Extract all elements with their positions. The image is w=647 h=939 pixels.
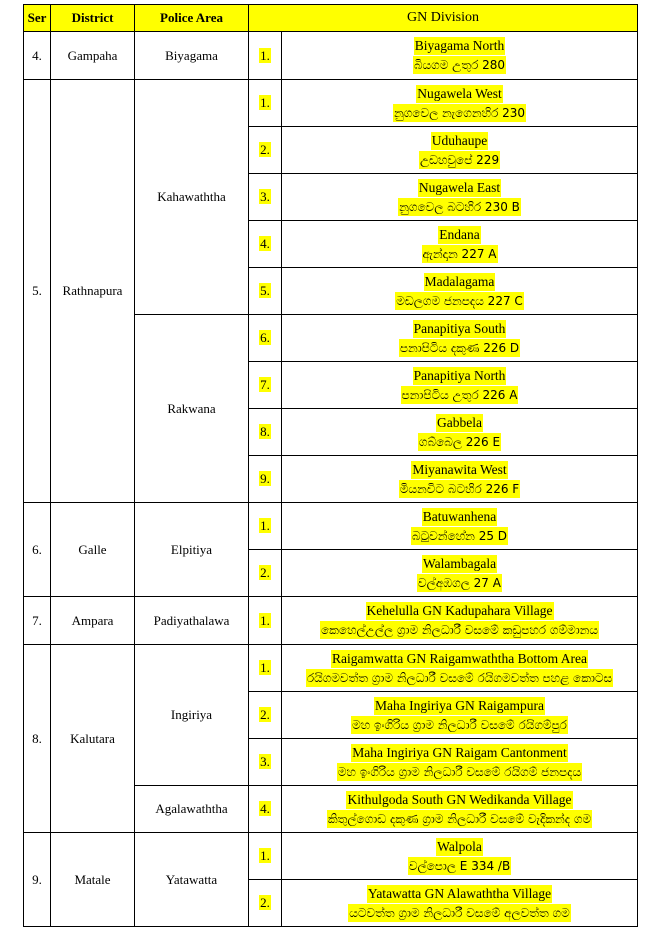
district-cell: Ampara <box>51 597 135 645</box>
gn-division-sinhala: මියනවිට බටහිර 226 F <box>399 481 520 496</box>
division-number: 3. <box>260 189 270 204</box>
division-number-cell <box>249 362 282 409</box>
gn-division-cell <box>282 880 638 927</box>
gn-division-sinhala: නුගවෙල නැගෙනහිර 230 <box>393 105 526 120</box>
gn-division-cell <box>282 127 638 174</box>
division-number: 1. <box>260 95 270 110</box>
table-row <box>24 80 638 127</box>
gn-division-sinhala: යටවත්ත ග්‍රාම නිලධාරී වසමේ අලවත්ත ගම <box>349 905 570 920</box>
header-ser: Ser <box>24 5 51 32</box>
gn-division-sinhala: කිතුල්ගොඩ දකුණ ග්‍රාම නිලධාරී වසමේ වැදිකන්ද ගම <box>327 811 592 826</box>
division-number: 1. <box>260 518 270 533</box>
gn-division-cell <box>282 692 638 739</box>
division-number: 1. <box>260 848 270 863</box>
gn-division-english: Panapitiya North <box>413 367 506 383</box>
district-cell: Kalutara <box>51 645 135 833</box>
division-number: 5. <box>260 283 270 298</box>
police-area-cell: Elpitiya <box>135 503 249 597</box>
police-area-cell: Kahawaththa <box>135 80 249 315</box>
division-number: 4. <box>260 801 270 816</box>
district-cell: Gampaha <box>51 32 135 80</box>
gn-division-sinhala: මඩලගම ජනපදය 227 C <box>396 293 523 308</box>
header-gn-division: GN Division <box>249 5 638 32</box>
gn-division-english: Maha Ingiriya GN Raigam Cantonment <box>352 744 567 760</box>
gn-division-cell <box>282 315 638 362</box>
gn-division-english: Gabbela <box>437 414 482 430</box>
gn-division-english: Nugawela East <box>418 179 501 195</box>
table-row <box>24 645 638 692</box>
division-number-cell <box>249 503 282 550</box>
division-number-cell <box>249 268 282 315</box>
division-number: 2. <box>260 895 270 910</box>
gn-division-sinhala: මහ ඉංගිරිය ග්‍රාම නිලධාරී වසමේ රයිගම්පුර <box>352 717 567 732</box>
gn-division-cell <box>282 503 638 550</box>
table-row <box>24 32 638 80</box>
gn-division-cell <box>282 456 638 503</box>
gn-division-table <box>23 4 638 927</box>
division-number-cell <box>249 456 282 503</box>
gn-division-sinhala: වල්අඹගල 27 A <box>418 575 501 590</box>
division-number: 9. <box>260 471 270 486</box>
division-number-cell <box>249 221 282 268</box>
division-number: 2. <box>260 707 270 722</box>
gn-division-cell <box>282 268 638 315</box>
gn-division-english: Panapitiya South <box>413 320 506 336</box>
division-number-cell <box>249 692 282 739</box>
district-cell: Galle <box>51 503 135 597</box>
gn-division-english: Biyagama North <box>414 38 505 53</box>
gn-division-sinhala: ඇන්දාන 227 A <box>422 246 497 261</box>
gn-division-english: Uduhaupe <box>431 132 488 148</box>
gn-division-cell <box>282 597 638 645</box>
police-area-cell: Agalawaththa <box>135 786 249 833</box>
table-body <box>24 32 638 927</box>
gn-division-english: Endana <box>439 226 480 242</box>
gn-division-sinhala: පනාපිටිය උතුර 226 A <box>401 387 518 402</box>
table-row <box>24 833 638 880</box>
gn-division-cell <box>282 833 638 880</box>
document-page <box>23 4 638 927</box>
gn-division-cell <box>282 32 638 80</box>
gn-division-cell <box>282 786 638 833</box>
division-number-cell <box>249 174 282 221</box>
table-row <box>24 503 638 550</box>
gn-division-english: Kithulgoda South GN Wedikanda Village <box>347 791 572 807</box>
ser-cell: 6. <box>24 503 51 597</box>
division-number-cell <box>249 80 282 127</box>
district-cell: Rathnapura <box>51 80 135 503</box>
gn-division-cell <box>282 645 638 692</box>
division-number: 1. <box>260 660 270 675</box>
division-number: 8. <box>260 424 270 439</box>
gn-division-english: Maha Ingiriya GN Raigampura <box>374 697 545 713</box>
gn-division-sinhala: රයිගමවත්ත ග්‍රාම නිලධාරී වසමේ රයිගමවත්ත පහළ කොටස <box>306 670 613 685</box>
header-police-area: Police Area <box>135 5 249 32</box>
division-number-cell <box>249 409 282 456</box>
gn-division-cell <box>282 409 638 456</box>
division-number-cell <box>249 315 282 362</box>
police-area-cell: Padiyathalawa <box>135 597 249 645</box>
division-number-cell <box>249 550 282 597</box>
gn-division-cell <box>282 550 638 597</box>
division-number: 1. <box>260 612 270 628</box>
division-number-cell <box>249 786 282 833</box>
division-number: 4. <box>260 236 270 251</box>
ser-cell: 8. <box>24 645 51 833</box>
ser-cell: 9. <box>24 833 51 927</box>
police-area-cell: Rakwana <box>135 315 249 503</box>
gn-division-english: Nugawela West <box>417 85 502 101</box>
gn-division-cell <box>282 221 638 268</box>
gn-division-cell <box>282 174 638 221</box>
division-number: 2. <box>260 565 270 580</box>
division-number: 6. <box>260 330 270 345</box>
gn-division-sinhala: වල්පොල E 334 /B <box>408 858 511 873</box>
division-number: 2. <box>260 142 270 157</box>
division-number-cell <box>249 32 282 80</box>
division-number-cell <box>249 833 282 880</box>
gn-division-english: Kehelulla GN Kadupahara Village <box>366 603 553 618</box>
police-area-cell: Ingiriya <box>135 645 249 786</box>
ser-cell: 5. <box>24 80 51 503</box>
gn-division-sinhala: පනාපිටිය දකුණ 226 D <box>399 340 520 355</box>
division-number-cell <box>249 739 282 786</box>
ser-cell: 4. <box>24 32 51 80</box>
table-row <box>24 597 638 645</box>
gn-division-english: Walpola <box>437 838 482 854</box>
ser-cell: 7. <box>24 597 51 645</box>
gn-division-english: Raigamwatta GN Raigamwaththa Bottom Area <box>332 650 587 666</box>
division-number-cell <box>249 645 282 692</box>
gn-division-cell <box>282 739 638 786</box>
gn-division-sinhala: බටුවන්හේන 25 D <box>411 528 508 543</box>
gn-division-sinhala: මහ ඉංගිරිය ග්‍රාම නිලධාරී වසමේ රයිගම් ජනපදය <box>337 764 582 779</box>
division-number-cell <box>249 127 282 174</box>
division-number: 3. <box>260 754 270 769</box>
police-area-cell: Biyagama <box>135 32 249 80</box>
gn-division-english: Batuwanhena <box>422 508 497 524</box>
gn-division-english: Walambagala <box>422 555 497 571</box>
gn-division-english: Yatawatta GN Alawaththa Village <box>367 885 552 901</box>
division-number: 1. <box>260 47 270 63</box>
division-number-cell <box>249 597 282 645</box>
district-cell: Matale <box>51 833 135 927</box>
header-row <box>24 5 638 32</box>
gn-division-sinhala: කෙහෙල්උල්ල ග්‍රාම නිලධාරී වසමේ කඩුපහර ගම්මානය <box>320 623 599 637</box>
gn-division-sinhala: බියගම උතුර 280 <box>413 58 506 72</box>
gn-division-english: Madalagama <box>424 273 495 289</box>
division-number: 7. <box>260 377 270 392</box>
gn-division-english: Miyanawita West <box>412 461 507 477</box>
header-district: District <box>51 5 135 32</box>
gn-division-sinhala: ගබ්බෙල 226 E <box>418 434 501 449</box>
gn-division-sinhala: උඩහවුපේ 229 <box>419 152 500 167</box>
police-area-cell: Yatawatta <box>135 833 249 927</box>
gn-division-sinhala: නුගවෙල බටහිර 230 B <box>399 199 520 214</box>
gn-division-cell <box>282 80 638 127</box>
gn-division-cell <box>282 362 638 409</box>
division-number-cell <box>249 880 282 927</box>
